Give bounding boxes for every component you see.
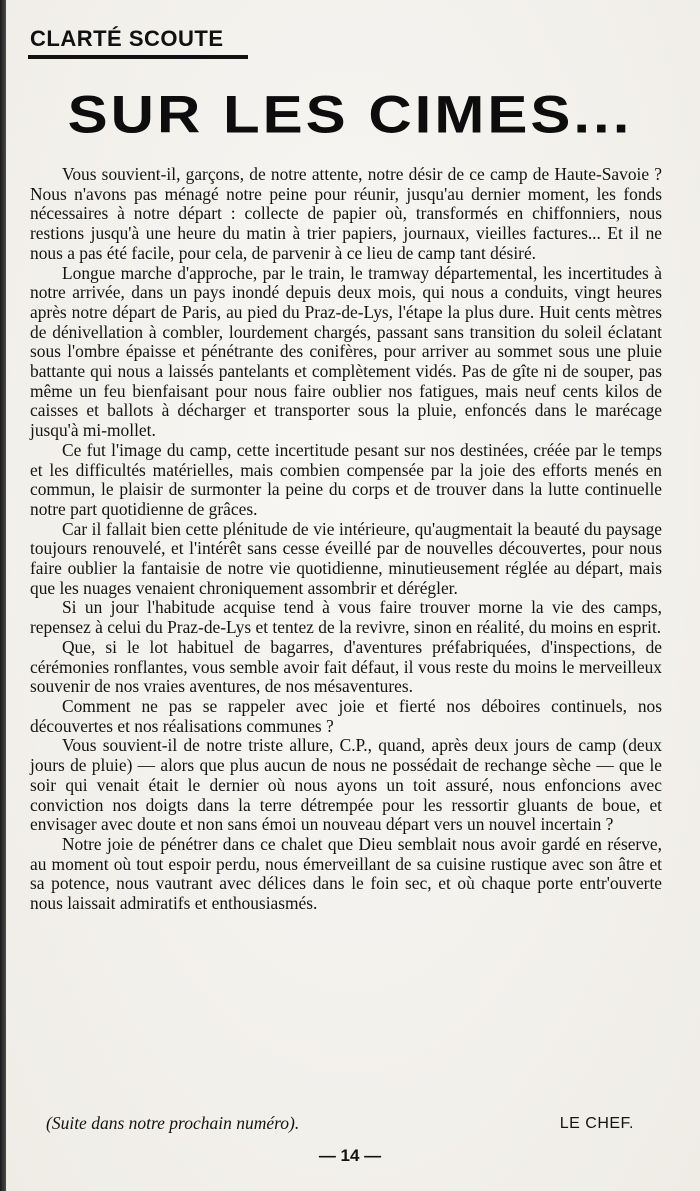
paragraph: Comment ne pas se rappeler avec joie et fierté nos déboires continuels, nos découvertes et nos réalisations communes ? [30, 695, 662, 736]
paragraph: Notre joie de pénétrer dans ce chalet que Dieu semblait nous avoir gardé en réserve, au moment où tout espoir perdu, nous émerveillant de sa cuisine rustique avec son âtre et sa potence, nous vautrant avec délices dans le foin sec, et où chaque porte entr'ouverte nous laissait admiratifs et enthousiasmés. [30, 833, 662, 914]
paragraph: Car il fallait bien cette plénitude de vie intérieure, qu'augmentait la beauté du paysage toujours renouvelé, et l'intérêt sans cesse éveillé par de nouvelles découvertes, pour nous faire oublier la fantaisie de notre vie quotidienne, minutieusement réglée au départ, mais que les nuages venaient chroniquement assombrir et dérégler. [30, 518, 662, 598]
section-label: CLARTÉ SCOUTE [30, 26, 224, 51]
paragraph: Vous souvient-il de notre triste allure, C.P., quand, après deux jours de camp (deux jours de pluie) — alors que plus aucun de nous ne possédait de rechange sèche — que le soir qui venait était le dernier où nous ayons un toit assuré, nous enfoncions avec conviction nos doigts dans la terre détrempée pour les ressortir gluants de boue, et envisager avec doute et non sans émoi un nouveau départ vers un nouvel incertain ? [30, 735, 662, 835]
article-body [30, 165, 662, 914]
article-footer [46, 1113, 646, 1137]
paragraph: Vous souvient-il, garçons, de notre attente, notre désir de ce camp de Haute-Savoie ? Nous n'avons pas ménagé notre peine pour réunir, jusqu'au dernier moment, les fonds nécessaires à notre départ : collecte de papier où, transformés en chiffonniers, nous restions jusqu'à une heure du matin à trier papiers, journaux, vieilles factures... Et il ne nous a pas été facile, pour cela, de parvenir à ce lieu de camp tant désiré. [30, 164, 662, 263]
paragraph: Longue marche d'approche, par le train, le tramway départemental, les incertitudes à notre arrivée, dans un pays inondé depuis deux mois, qui nous a conduits, vingt heures après notre départ de Paris, au pied du Praz-de-Lys, l'étape la plus dure. Huit cents mètres de dénivellation à combler, lourdement chargés, passant sans transition du soleil éclatant sous l'ombre épaisse et pénétrante des conifères, pour arriver au sommet sous une pluie battante qui nous a laissés pantelants et complètement vidés. Pas de gîte ni de souper, pas même un feu bienfaisant pour nous faire oublier nos fatigues, mais neuf cents kilos de caisses et ballots à décharger et transporter sous la pluie, enfoncés dans le marécage jusqu'à mi-mollet. [30, 262, 662, 441]
article-title: SUR LES CIMES... [67, 84, 633, 144]
continuation-note: (Suite dans notre prochain numéro). [46, 1113, 300, 1133]
author-signature: LE CHEF. [559, 1115, 634, 1132]
paragraph: Que, si le lot habituel de bagarres, d'aventures préfabriquées, d'inspections, de cérémonies ronflantes, vous semble avoir fait défaut, il vous reste du moins le merveilleux souvenir de nos vraies aventures, de nos mésaventures. [30, 636, 662, 697]
paragraph: Si un jour l'habitude acquise tend à vous faire trouver morne la vie des camps, repensez à celui du Praz-de-Lys et tentez de la revivre, sinon en réalité, du moins en esprit. [30, 597, 662, 638]
page-scan-edge [0, 0, 6, 1191]
page-number: — 14 — [318, 1146, 382, 1165]
paragraph: Ce fut l'image du camp, cette incertitude pesant sur nos destinées, créée par le temps et les difficultés matérielles, mais combien compensée par la joie des efforts menés en commun, le plaisir de surmonter la peine du corps et de trouver dans la lutte continuelle notre part quotidienne de grâces. [30, 439, 662, 519]
section-label-underline [28, 55, 248, 59]
